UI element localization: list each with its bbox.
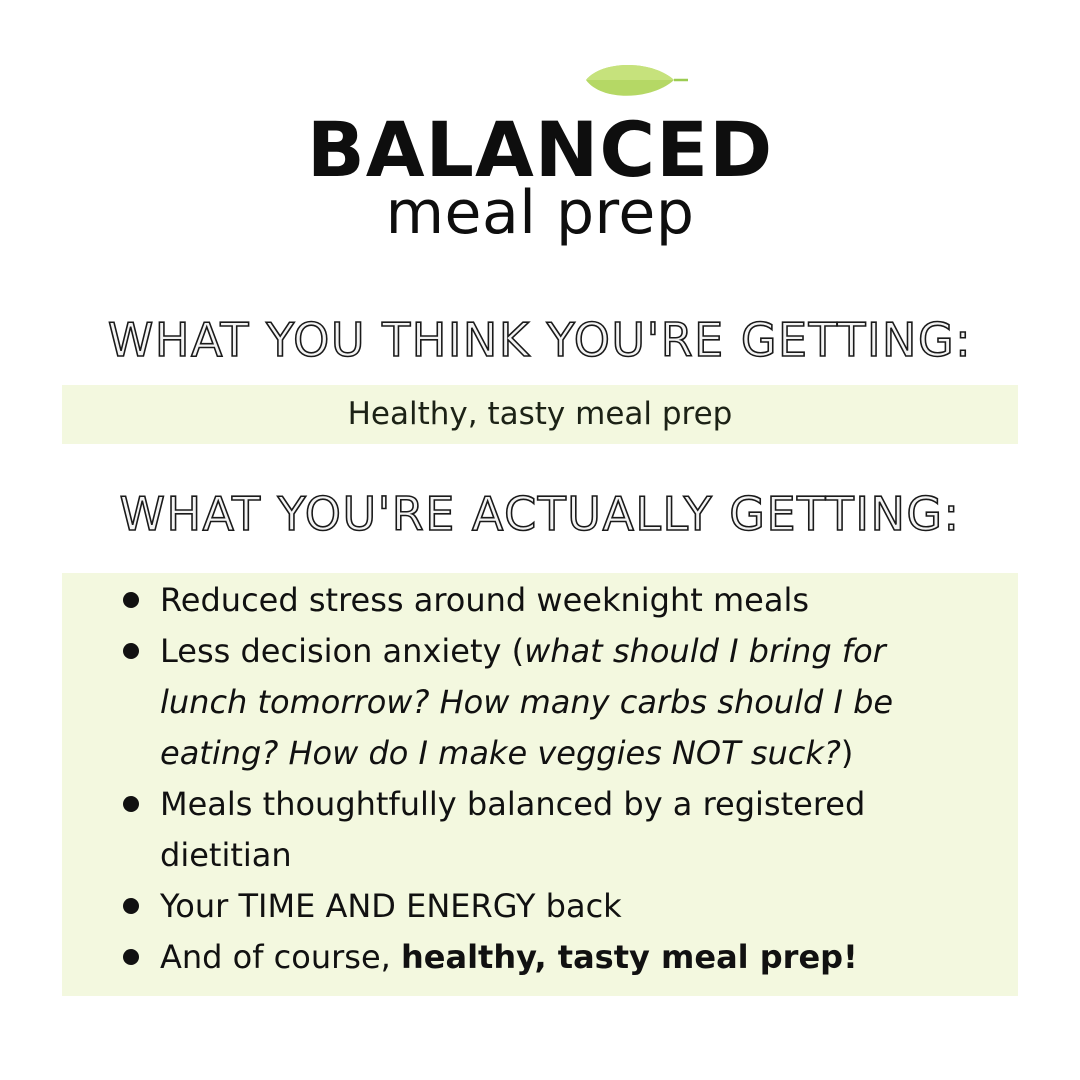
benefit-text: Reduced stress around weeknight meals — [160, 581, 809, 619]
leaf-icon — [582, 58, 692, 108]
bullet-icon — [123, 898, 139, 914]
logo-subtitle: meal prep — [385, 178, 695, 248]
bullet-icon — [123, 592, 139, 608]
list-item — [62, 626, 1018, 779]
bullet-icon — [123, 643, 139, 659]
benefit-text-italic: what should I bring for lunch tomorrow? How many carbs should I be eating? How do I make veggies NOT suck? — [160, 632, 894, 772]
benefit-text: Meals thoughtfully balanced by a registered dietitian — [160, 785, 866, 874]
logo-title: BALANCED — [306, 105, 774, 194]
bullet-icon — [123, 949, 139, 965]
benefit-text-lead: Less decision anxiety ( — [160, 632, 525, 670]
benefit-text-tail: ) — [840, 734, 854, 772]
expectation-heading: WHAT YOU THINK YOU'RE GETTING: — [107, 313, 973, 367]
expectation-text: Healthy, tasty meal prep — [347, 396, 733, 432]
list-item — [62, 881, 1018, 932]
expectation-box — [62, 385, 1018, 444]
benefit-text-lead: And of course, — [160, 938, 401, 976]
list-item — [62, 575, 1018, 626]
brand-logo — [0, 58, 1080, 248]
benefit-text: Your TIME AND ENERGY back — [160, 887, 622, 925]
reality-heading: WHAT YOU'RE ACTUALLY GETTING: — [119, 487, 961, 541]
list-item — [62, 779, 1018, 881]
bullet-icon — [123, 796, 139, 812]
benefits-list — [62, 575, 1018, 983]
reality-box — [62, 573, 1018, 996]
list-item — [62, 932, 1018, 983]
benefit-text-bold: healthy, tasty meal prep! — [400, 938, 858, 976]
